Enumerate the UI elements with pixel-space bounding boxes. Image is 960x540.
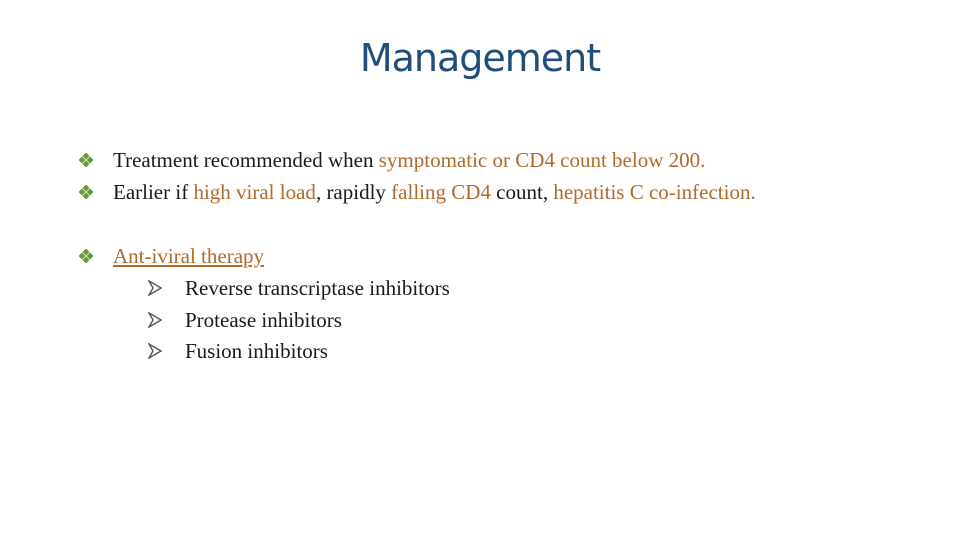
diamond-bullet-icon xyxy=(79,185,93,199)
antiviral-therapy-link[interactable]: Ant-iviral therapy xyxy=(113,244,265,268)
bullet-text: count, xyxy=(490,180,554,204)
diamond-bullet-icon xyxy=(79,153,93,167)
bullet-item-antiviral xyxy=(113,243,264,269)
highlighted-text: high viral load xyxy=(193,180,316,204)
bullet-item-treatment xyxy=(113,147,705,173)
diamond-bullet-icon xyxy=(79,249,93,263)
sub-item-fusion: Fusion inhibitors xyxy=(185,339,328,363)
highlighted-text: hepatitis C co-infection. xyxy=(553,180,756,204)
arrow-bullet-icon xyxy=(148,312,162,328)
arrow-bullet-icon xyxy=(148,280,162,296)
bullet-text: , rapidly xyxy=(315,180,392,204)
bullet-item-earlier xyxy=(113,179,756,205)
bullet-text: Treatment recommended when xyxy=(113,148,379,172)
sub-item-protease: Protease inhibitors xyxy=(185,308,342,332)
highlighted-text: falling CD4 xyxy=(391,180,491,204)
highlighted-text: symptomatic or CD4 count below 200. xyxy=(378,148,706,172)
arrow-bullet-icon xyxy=(148,343,162,359)
slide-title: Management xyxy=(359,36,601,80)
bullet-text: Earlier if xyxy=(113,180,194,204)
sub-item-reverse-transcriptase: Reverse transcriptase inhibitors xyxy=(185,276,450,300)
